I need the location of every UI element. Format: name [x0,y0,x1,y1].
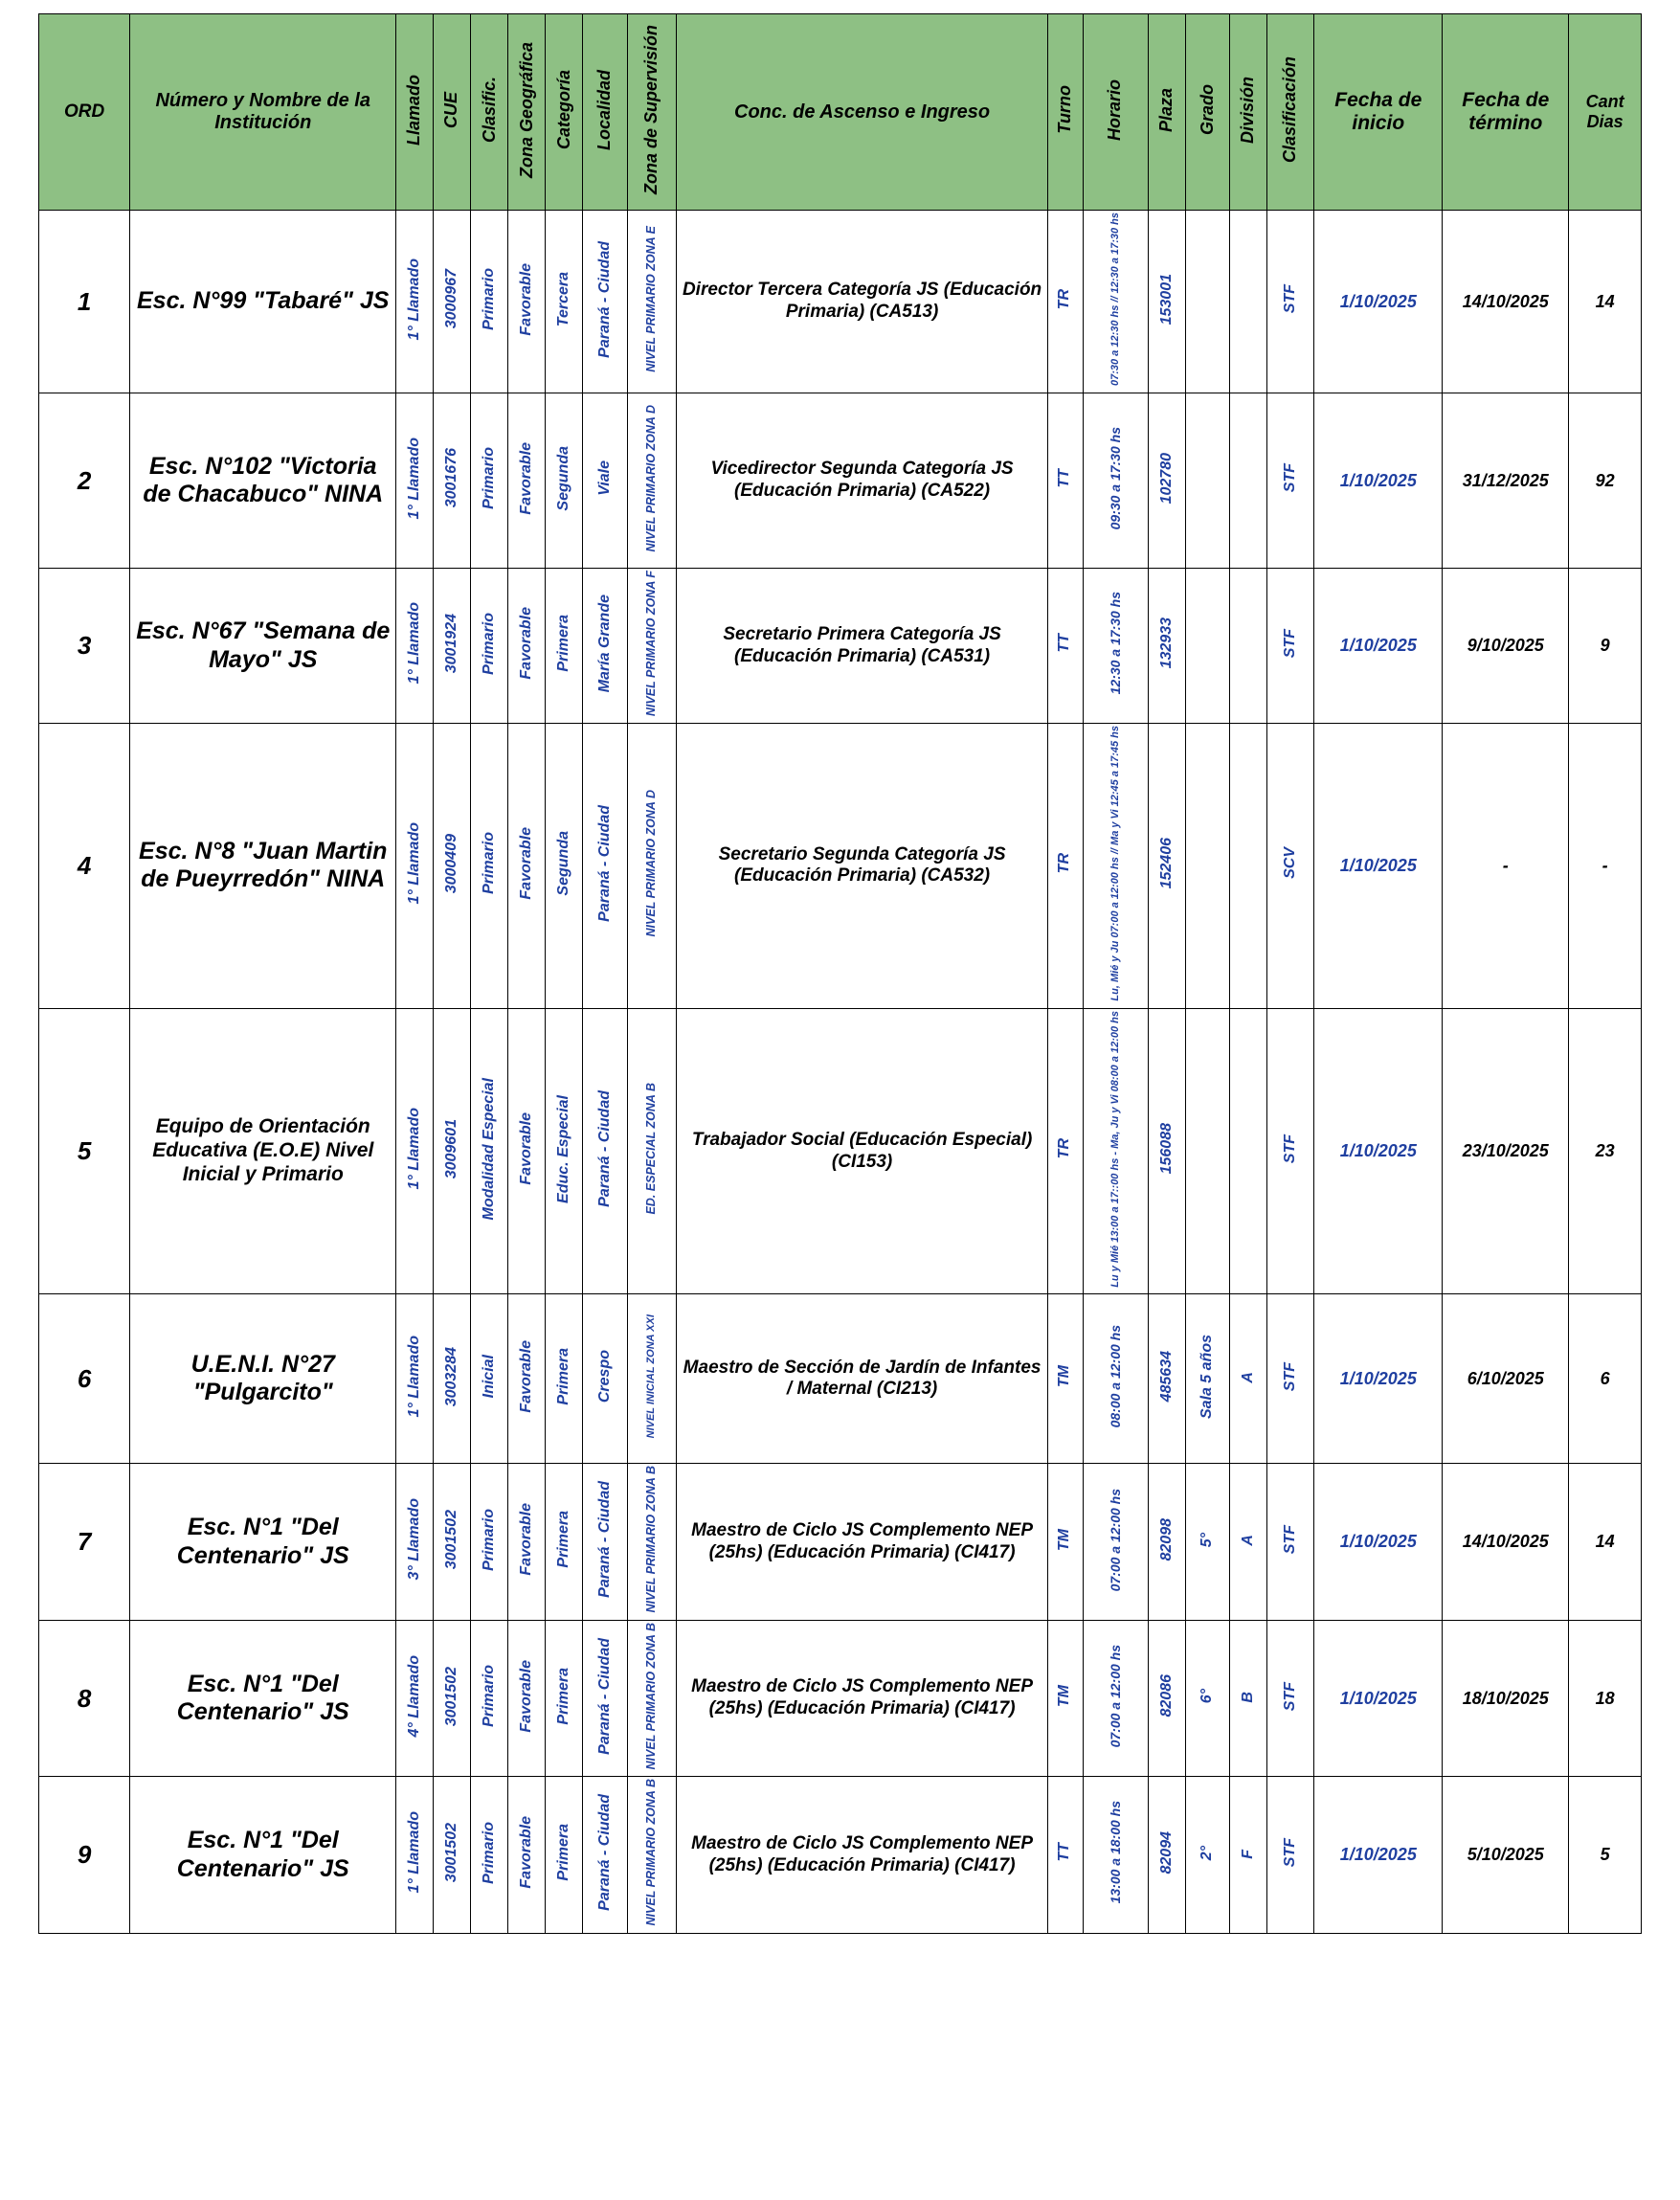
cell-fecha-termino: 23/10/2025 [1443,1008,1569,1294]
cell-zona-supervision: NIVEL PRIMARIO ZONA B [627,1620,676,1776]
cell-cant-dias: - [1569,724,1642,1009]
header-plaza-label: Plaza [1156,87,1176,132]
cell-cue: 3001502 [434,1620,471,1776]
table-row [39,1294,1642,1464]
cell-horario: Lu y Mié 13:00 a 17::00 hs - Ma, Ju y Vi 08:00 a 12:00 hs [1083,1008,1148,1294]
cell-plaza: 156088 [1148,1008,1185,1294]
cell-institucion: Esc. N°99 "Tabaré" JS [130,211,396,393]
cell-ord: 9 [39,1777,130,1933]
header-division-label: División [1238,76,1258,144]
cell-fecha-termino: 18/10/2025 [1443,1620,1569,1776]
cell-institucion: Esc. N°67 "Semana de Mayo" JS [130,569,396,724]
header-cant-dias-label: Cant Dias [1585,92,1624,131]
vacancies-table [38,13,1642,1934]
cell-concurso: Trabajador Social (Educación Especial) (CI153) [677,1008,1048,1294]
cell-categoria: Primera [546,569,583,724]
header-row [39,14,1642,211]
header-turno [1048,14,1084,211]
header-zona-geografica [508,14,546,211]
cell-cant-dias: 14 [1569,211,1642,393]
cell-concurso: Secretario Primera Categoría JS (Educación Primaria) (CA531) [677,569,1048,724]
cell-llamado: 1° Llamado [396,393,434,569]
cell-grado [1186,1008,1230,1294]
cell-categoria: Primera [546,1777,583,1933]
cell-clasific: Primario [471,211,508,393]
cell-fecha-inicio: 1/10/2025 [1314,569,1443,724]
cell-zona-supervision: NIVEL PRIMARIO ZONA B [627,1464,676,1620]
cell-institucion: Esc. N°1 "Del Centenario" JS [130,1777,396,1933]
cell-ord: 8 [39,1620,130,1776]
cell-plaza: 152406 [1148,724,1185,1009]
table-row [39,1008,1642,1294]
cell-cue: 3000967 [434,211,471,393]
cell-cant-dias: 9 [1569,569,1642,724]
cell-fecha-termino: 14/10/2025 [1443,1464,1569,1620]
cell-concurso: Maestro de Ciclo JS Complemento NEP (25hs) (Educación Primaria) (CI417) [677,1464,1048,1620]
cell-categoria: Segunda [546,724,583,1009]
cell-clasificacion: STF [1267,393,1314,569]
header-llamado-label: Llamado [404,74,424,146]
cell-horario: Lu, Mié y Ju 07:00 a 12:00 hs // Ma y Vi 12:45 a 17:45 hs [1083,724,1148,1009]
cell-categoria: Tercera [546,211,583,393]
cell-localidad: Paraná - Ciudad [583,1008,627,1294]
cell-division: A [1230,1294,1267,1464]
cell-clasificacion: STF [1267,1620,1314,1776]
table-body [39,211,1642,1934]
header-horario-label: Horario [1105,79,1125,141]
cell-zona-geografica: Favorable [508,211,546,393]
cell-zona-supervision: NIVEL PRIMARIO ZONA E [627,211,676,393]
header-clasificacion [1267,14,1314,211]
cell-localidad: Paraná - Ciudad [583,1464,627,1620]
header-concurso-label: Conc. de Ascenso e Ingreso [734,101,991,123]
cell-concurso: Maestro de Sección de Jardín de Infantes / Maternal (CI213) [677,1294,1048,1464]
header-horario [1083,14,1148,211]
cell-cue: 3001502 [434,1464,471,1620]
cell-zona-geografica: Favorable [508,724,546,1009]
cell-division [1230,393,1267,569]
cell-zona-supervision: NIVEL PRIMARIO ZONA D [627,724,676,1009]
cell-turno: TR [1048,724,1084,1009]
cell-clasificacion: SCV [1267,724,1314,1009]
cell-localidad: Paraná - Ciudad [583,724,627,1009]
cell-fecha-termino: 31/12/2025 [1443,393,1569,569]
cell-plaza: 82086 [1148,1620,1185,1776]
cell-fecha-termino: 14/10/2025 [1443,211,1569,393]
cell-llamado: 3° Llamado [396,1464,434,1620]
cell-zona-supervision: NIVEL PRIMARIO ZONA F [627,569,676,724]
cell-concurso: Vicedirector Segunda Categoría JS (Educación Primaria) (CA522) [677,393,1048,569]
cell-llamado: 1° Llamado [396,1294,434,1464]
cell-turno: TM [1048,1294,1084,1464]
cell-cue: 3001502 [434,1777,471,1933]
cell-concurso: Director Tercera Categoría JS (Educación Primaria) (CA513) [677,211,1048,393]
cell-horario: 13:00 a 18:00 hs [1083,1777,1148,1933]
cell-zona-geografica: Favorable [508,1777,546,1933]
cell-cant-dias: 92 [1569,393,1642,569]
cell-horario: 09:30 a 17:30 hs [1083,393,1148,569]
cell-llamado: 1° Llamado [396,211,434,393]
cell-grado: Sala 5 años [1186,1294,1230,1464]
cell-grado [1186,569,1230,724]
cell-grado [1186,211,1230,393]
cell-fecha-termino: 5/10/2025 [1443,1777,1569,1933]
cell-clasificacion: STF [1267,1777,1314,1933]
cell-turno: TT [1048,569,1084,724]
header-institucion [130,14,396,211]
cell-llamado: 4° Llamado [396,1620,434,1776]
cell-fecha-termino: - [1443,724,1569,1009]
cell-cue: 3001924 [434,569,471,724]
header-localidad-label: Localidad [594,69,615,150]
cell-clasific: Primario [471,1777,508,1933]
cell-institucion: Equipo de Orientación Educativa (E.O.E) Nivel Inicial y Primario [130,1008,396,1294]
cell-localidad: Paraná - Ciudad [583,1620,627,1776]
header-clasificacion-label: Clasificación [1280,56,1300,164]
cell-localidad: María Grande [583,569,627,724]
cell-turno: TT [1048,393,1084,569]
cell-zona-supervision: NIVEL INICIAL ZONA XXI [627,1294,676,1464]
cell-division [1230,1008,1267,1294]
cell-fecha-inicio: 1/10/2025 [1314,1008,1443,1294]
cell-cant-dias: 14 [1569,1464,1642,1620]
cell-horario: 07:00 a 12:00 hs [1083,1464,1148,1620]
cell-categoria: Primera [546,1294,583,1464]
cell-clasific: Modalidad Especial [471,1008,508,1294]
header-cant-dias [1569,14,1642,211]
table-row [39,569,1642,724]
cell-fecha-termino: 9/10/2025 [1443,569,1569,724]
cell-plaza: 153001 [1148,211,1185,393]
cell-localidad: Paraná - Ciudad [583,1777,627,1933]
header-clasific-label: Clasific. [479,77,499,144]
cell-institucion: Esc. N°1 "Del Centenario" JS [130,1620,396,1776]
header-grado-label: Grado [1197,84,1217,136]
cell-cue: 3001676 [434,393,471,569]
header-plaza [1148,14,1185,211]
header-zona-geografica-label: Zona Geográfica [516,41,536,178]
cell-categoria: Primera [546,1464,583,1620]
table-head [39,14,1642,211]
cell-zona-geografica: Favorable [508,1620,546,1776]
table-row [39,1620,1642,1776]
cell-fecha-inicio: 1/10/2025 [1314,1620,1443,1776]
header-clasific [471,14,508,211]
cell-concurso: Maestro de Ciclo JS Complemento NEP (25hs) (Educación Primaria) (CI417) [677,1620,1048,1776]
header-categoria-label: Categoría [553,70,573,150]
cell-clasificacion: STF [1267,569,1314,724]
cell-clasificacion: STF [1267,1008,1314,1294]
cell-grado: 6° [1186,1620,1230,1776]
cell-ord: 4 [39,724,130,1009]
cell-cue: 3000409 [434,724,471,1009]
cell-clasific: Primario [471,569,508,724]
header-categoria [546,14,583,211]
cell-categoria: Segunda [546,393,583,569]
cell-zona-supervision: NIVEL PRIMARIO ZONA D [627,393,676,569]
cell-cant-dias: 18 [1569,1620,1642,1776]
cell-division [1230,211,1267,393]
cell-ord: 6 [39,1294,130,1464]
cell-cue: 3009601 [434,1008,471,1294]
cell-zona-geografica: Favorable [508,1464,546,1620]
cell-ord: 1 [39,211,130,393]
cell-plaza: 132933 [1148,569,1185,724]
cell-fecha-termino: 6/10/2025 [1443,1294,1569,1464]
cell-cant-dias: 23 [1569,1008,1642,1294]
table-row [39,393,1642,569]
header-fecha-termino-label: Fecha de término [1462,88,1550,134]
cell-institucion: Esc. N°102 "Victoria de Chacabuco" NINA [130,393,396,569]
cell-turno: TR [1048,1008,1084,1294]
cell-cant-dias: 5 [1569,1777,1642,1933]
header-institucion-label: Número y Nombre de la Institución [155,90,370,133]
header-zona-supervision [627,14,676,211]
cell-clasific: Primario [471,724,508,1009]
cell-division [1230,724,1267,1009]
cell-fecha-inicio: 1/10/2025 [1314,1294,1443,1464]
cell-clasificacion: STF [1267,1294,1314,1464]
cell-concurso: Maestro de Ciclo JS Complemento NEP (25hs) (Educación Primaria) (CI417) [677,1777,1048,1933]
table-row [39,211,1642,393]
cell-concurso: Secretario Segunda Categoría JS (Educación Primaria) (CA532) [677,724,1048,1009]
cell-zona-geografica: Favorable [508,1008,546,1294]
cell-institucion: U.E.N.I. N°27 "Pulgarcito" [130,1294,396,1464]
cell-llamado: 1° Llamado [396,569,434,724]
cell-institucion: Esc. N°1 "Del Centenario" JS [130,1464,396,1620]
header-division [1230,14,1267,211]
cell-plaza: 102780 [1148,393,1185,569]
header-localidad [583,14,627,211]
cell-localidad: Viale [583,393,627,569]
cell-plaza: 485634 [1148,1294,1185,1464]
cell-localidad: Paraná - Ciudad [583,211,627,393]
cell-categoria: Primera [546,1620,583,1776]
cell-clasific: Primario [471,1464,508,1620]
cell-fecha-inicio: 1/10/2025 [1314,211,1443,393]
cell-cant-dias: 6 [1569,1294,1642,1464]
cell-division: A [1230,1464,1267,1620]
cell-zona-geografica: Favorable [508,569,546,724]
header-ord [39,14,130,211]
table-row [39,724,1642,1009]
cell-ord: 3 [39,569,130,724]
cell-division [1230,569,1267,724]
table-row [39,1464,1642,1620]
header-zona-supervision-label: Zona de Supervisión [641,25,661,195]
cell-grado: 2° [1186,1777,1230,1933]
cell-horario: 07:30 a 12:30 hs // 12:30 a 17:30 hs [1083,211,1148,393]
cell-ord: 7 [39,1464,130,1620]
cell-turno: TT [1048,1777,1084,1933]
cell-fecha-inicio: 1/10/2025 [1314,1777,1443,1933]
cell-grado: 5° [1186,1464,1230,1620]
cell-institucion: Esc. N°8 "Juan Martin de Pueyrredón" NINA [130,724,396,1009]
cell-turno: TM [1048,1620,1084,1776]
cell-zona-supervision: ED. ESPECIAL ZONA B [627,1008,676,1294]
cell-llamado: 1° Llamado [396,724,434,1009]
cell-horario: 12:30 a 17:30 hs [1083,569,1148,724]
header-grado [1186,14,1230,211]
cell-division: F [1230,1777,1267,1933]
cell-clasific: Primario [471,393,508,569]
cell-categoria: Educ. Especial [546,1008,583,1294]
cell-zona-geografica: Favorable [508,1294,546,1464]
cell-ord: 2 [39,393,130,569]
cell-division: B [1230,1620,1267,1776]
cell-localidad: Crespo [583,1294,627,1464]
cell-fecha-inicio: 1/10/2025 [1314,724,1443,1009]
cell-turno: TR [1048,211,1084,393]
cell-llamado: 1° Llamado [396,1777,434,1933]
cell-grado [1186,393,1230,569]
cell-plaza: 82094 [1148,1777,1185,1933]
header-llamado [396,14,434,211]
header-cue-label: CUE [441,91,461,128]
cell-zona-geografica: Favorable [508,393,546,569]
cell-clasificacion: STF [1267,211,1314,393]
cell-clasific: Inicial [471,1294,508,1464]
header-turno-label: Turno [1054,85,1074,134]
cell-fecha-inicio: 1/10/2025 [1314,1464,1443,1620]
cell-horario: 07:00 a 12:00 hs [1083,1620,1148,1776]
cell-cue: 3003284 [434,1294,471,1464]
cell-llamado: 1° Llamado [396,1008,434,1294]
cell-zona-supervision: NIVEL PRIMARIO ZONA B [627,1777,676,1933]
header-fecha-inicio-label: Fecha de inicio [1334,88,1422,134]
cell-clasific: Primario [471,1620,508,1776]
header-fecha-termino [1443,14,1569,211]
header-cue [434,14,471,211]
cell-clasificacion: STF [1267,1464,1314,1620]
cell-ord: 5 [39,1008,130,1294]
cell-fecha-inicio: 1/10/2025 [1314,393,1443,569]
cell-plaza: 82098 [1148,1464,1185,1620]
header-fecha-inicio [1314,14,1443,211]
header-ord-label: ORD [63,101,105,123]
cell-grado [1186,724,1230,1009]
table-row [39,1777,1642,1933]
cell-horario: 08:00 a 12:00 hs [1083,1294,1148,1464]
header-concurso [677,14,1048,211]
cell-turno: TM [1048,1464,1084,1620]
